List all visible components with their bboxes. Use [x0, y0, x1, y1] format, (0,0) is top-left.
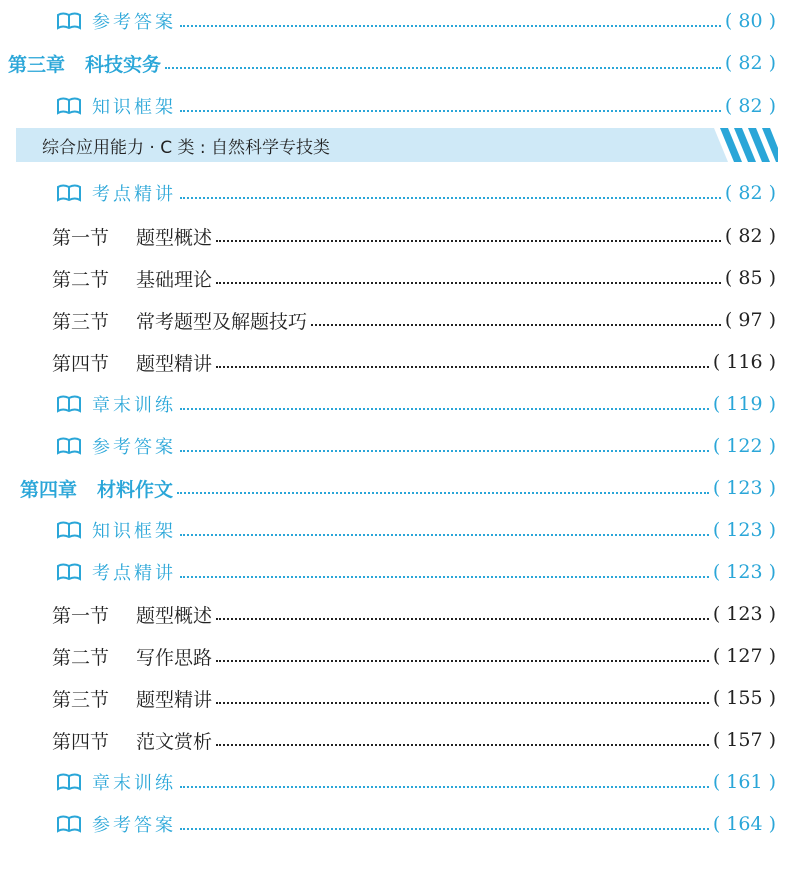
page-number: ( 155 )	[712, 687, 776, 709]
toc-entry-label: 参考答案	[92, 12, 176, 33]
toc-entry[interactable]	[0, 429, 790, 463]
toc-entry-label: 参考答案	[92, 815, 176, 836]
dot-leader	[180, 110, 721, 112]
section-number: 第一节	[52, 604, 110, 627]
dot-leader	[177, 492, 709, 494]
page-number: ( 85 )	[724, 267, 776, 289]
section-number: 第四节	[52, 730, 110, 753]
open-book-icon	[56, 772, 82, 792]
section-heading	[52, 307, 307, 334]
open-book-icon	[56, 520, 82, 540]
chapter-number: 第四章	[20, 478, 78, 501]
page-number: ( 82 )	[724, 225, 776, 247]
toc-entry[interactable]	[0, 555, 790, 589]
toc-entry-label: 考点精讲	[92, 563, 176, 584]
dot-leader	[216, 660, 709, 662]
toc-entry-label: 章末训练	[92, 395, 176, 416]
dot-leader	[216, 366, 709, 368]
toc-section[interactable]	[0, 681, 790, 715]
toc-section[interactable]	[0, 345, 790, 379]
open-book-icon	[56, 394, 82, 414]
section-title: 写作思路	[136, 646, 213, 669]
section-title: 题型精讲	[136, 688, 213, 711]
page-number: ( 80 )	[724, 10, 776, 32]
page-number: ( 123 )	[712, 603, 776, 625]
toc-entry[interactable]	[0, 387, 790, 421]
dot-leader	[180, 408, 709, 410]
dot-leader	[311, 324, 721, 326]
dot-leader	[180, 576, 709, 578]
section-heading	[52, 643, 212, 670]
section-heading	[52, 349, 212, 376]
section-heading	[52, 685, 212, 712]
dot-leader	[180, 534, 709, 536]
dot-leader	[180, 828, 709, 830]
page-number: ( 127 )	[712, 645, 776, 667]
banner-stripes-icon	[698, 128, 778, 162]
section-title: 题型概述	[136, 604, 213, 627]
dot-leader	[216, 702, 709, 704]
open-book-icon	[56, 11, 82, 31]
page-number: ( 82 )	[724, 182, 776, 204]
dot-leader	[216, 282, 721, 284]
open-book-icon	[56, 183, 82, 203]
toc-chapter[interactable]	[0, 46, 790, 80]
toc-section[interactable]	[0, 639, 790, 673]
section-number: 第二节	[52, 268, 110, 291]
open-book-icon	[56, 562, 82, 582]
page-number: ( 82 )	[724, 52, 776, 74]
toc-entry-label: 知识框架	[92, 521, 176, 542]
toc-entry[interactable]	[0, 807, 790, 841]
section-heading	[52, 727, 212, 754]
dot-leader	[216, 744, 709, 746]
page-number: ( 119 )	[712, 393, 776, 415]
open-book-icon	[56, 814, 82, 834]
toc-entry-label: 知识框架	[92, 97, 176, 118]
toc-section[interactable]	[0, 261, 790, 295]
page-number: ( 123 )	[712, 477, 776, 499]
chapter-heading	[8, 50, 161, 77]
page-number: ( 97 )	[724, 309, 776, 331]
toc-entry[interactable]	[0, 176, 790, 210]
toc-entry-label: 章末训练	[92, 773, 176, 794]
page-number: ( 157 )	[712, 729, 776, 751]
section-banner	[16, 128, 778, 162]
chapter-number: 第三章	[8, 53, 66, 76]
section-title: 范文赏析	[136, 730, 213, 753]
dot-leader	[180, 450, 709, 452]
toc-chapter[interactable]	[0, 471, 790, 505]
section-number: 第二节	[52, 646, 110, 669]
page-number: ( 161 )	[712, 771, 776, 793]
section-title: 常考题型及解题技巧	[136, 310, 308, 333]
section-heading	[52, 265, 212, 292]
section-title: 题型概述	[136, 226, 213, 249]
section-heading	[52, 601, 212, 628]
page-number: ( 123 )	[712, 519, 776, 541]
chapter-title: 材料作文	[97, 478, 174, 501]
toc-entry[interactable]	[0, 4, 790, 38]
toc-section[interactable]	[0, 597, 790, 631]
section-title: 基础理论	[136, 268, 213, 291]
toc-entry-label: 参考答案	[92, 437, 176, 458]
section-title: 题型精讲	[136, 352, 213, 375]
section-number: 第三节	[52, 310, 110, 333]
section-number: 第一节	[52, 226, 110, 249]
banner-title: 综合应用能力 · C 类 : 自然科学专技类	[42, 137, 331, 158]
page-number: ( 122 )	[712, 435, 776, 457]
toc-section[interactable]	[0, 303, 790, 337]
dot-leader	[180, 25, 721, 27]
toc-entry-label: 考点精讲	[92, 184, 176, 205]
section-number: 第三节	[52, 688, 110, 711]
toc-entry[interactable]	[0, 765, 790, 799]
page-number: ( 123 )	[712, 561, 776, 583]
page-number: ( 164 )	[712, 813, 776, 835]
chapter-title: 科技实务	[85, 53, 162, 76]
toc-section[interactable]	[0, 219, 790, 253]
chapter-heading	[20, 475, 173, 502]
dot-leader	[180, 197, 721, 199]
section-number: 第四节	[52, 352, 110, 375]
open-book-icon	[56, 436, 82, 456]
open-book-icon	[56, 96, 82, 116]
page-number: ( 82 )	[724, 95, 776, 117]
dot-leader	[180, 786, 709, 788]
page-number: ( 116 )	[712, 351, 776, 373]
toc-section[interactable]	[0, 723, 790, 757]
toc-entry[interactable]	[0, 513, 790, 547]
section-heading	[52, 223, 212, 250]
toc-entry[interactable]	[0, 89, 790, 123]
dot-leader	[165, 67, 721, 69]
dot-leader	[216, 618, 709, 620]
dot-leader	[216, 240, 721, 242]
